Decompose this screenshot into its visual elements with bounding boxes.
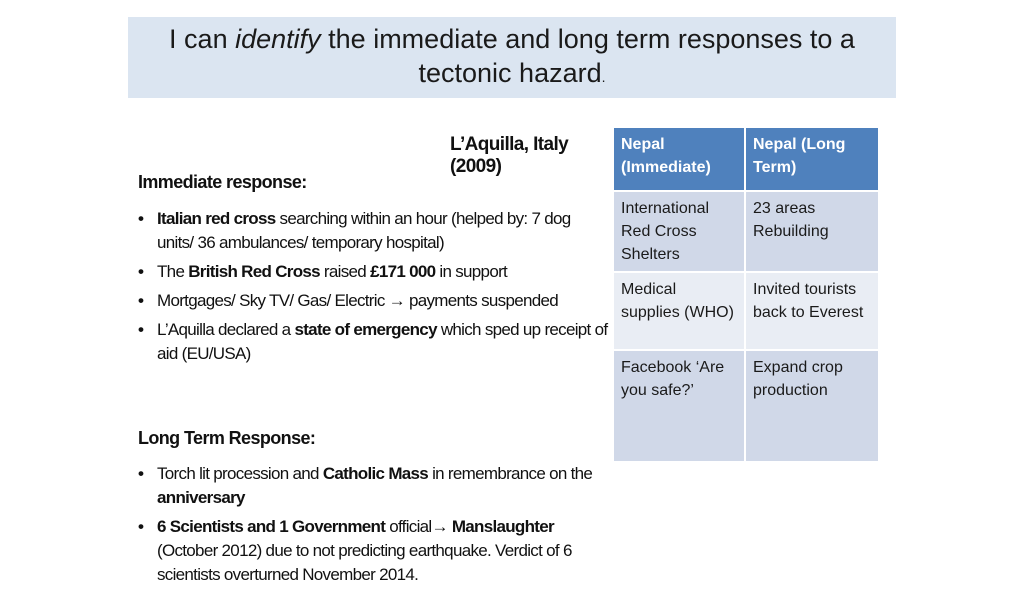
- table-header-row: [613, 127, 879, 191]
- bullet-bold: Manslaughter: [451, 517, 554, 536]
- bullet-bold: British Red Cross: [188, 262, 320, 281]
- case-study-title: L’Aquilla, Italy (2009): [450, 134, 569, 177]
- column-header-long-term: Nepal (Long Term): [745, 127, 879, 191]
- bullet-bold: £171 000: [370, 262, 436, 281]
- list-item: [138, 207, 608, 255]
- list-item: [138, 318, 608, 366]
- title-emphasis: identify: [235, 23, 321, 54]
- bullet-marker: •: [138, 464, 144, 483]
- bullet-text: official→: [385, 517, 452, 536]
- column-header-immediate: Nepal (Immediate): [613, 127, 745, 191]
- list-item: [138, 260, 608, 284]
- table-cell: Medical supplies (WHO): [613, 272, 745, 350]
- bullet-text: searching within an hour (helped by: 7 dog units/ 36 ambulances/ temporary hospital): [157, 209, 571, 252]
- list-item: [138, 515, 608, 587]
- bullet-bold: Italian red cross: [157, 209, 276, 228]
- nepal-response-table: [612, 126, 880, 463]
- bullet-text: in remembrance on the: [428, 464, 593, 483]
- table-cell: Expand crop production: [745, 350, 879, 462]
- bullet-bold: Catholic Mass: [322, 464, 429, 483]
- case-study-panel: [138, 128, 608, 584]
- title-banner: [128, 17, 896, 98]
- list-item: [138, 289, 608, 313]
- list-item: [138, 462, 608, 510]
- table-row: [613, 191, 879, 272]
- bullet-marker: •: [138, 320, 144, 339]
- slide-title: [128, 22, 896, 94]
- bullet-bold: 6 Scientists and 1 Government: [157, 517, 386, 536]
- table-row: [613, 350, 879, 462]
- title-suffix: the immediate and long term responses to a tectonic hazard: [320, 23, 855, 88]
- table-cell: International Red Cross Shelters: [613, 191, 745, 272]
- title-period: .: [601, 68, 606, 85]
- table-row: [613, 272, 879, 350]
- long-term-list: [138, 462, 608, 592]
- bullet-bold: anniversary: [157, 488, 245, 507]
- bullet-text: (October 2012) due to not predicting earthquake. Verdict of 6 scientists overturned November 2014.: [157, 541, 572, 584]
- bullet-marker: •: [138, 291, 144, 310]
- table-cell: Invited tourists back to Everest: [745, 272, 879, 350]
- bullet-text: which sped up receipt of aid (EU/USA): [157, 320, 608, 363]
- bullet-text: The: [157, 262, 189, 281]
- bullet-text: raised: [319, 262, 371, 281]
- bullet-bold: state of emergency: [294, 320, 437, 339]
- table-cell: Facebook ‘Are you safe?’: [613, 350, 745, 462]
- immediate-heading: Immediate response:: [138, 172, 307, 192]
- bullet-marker: •: [138, 517, 144, 536]
- bullet-text: Torch lit procession and: [157, 464, 323, 483]
- bullet-marker: •: [138, 209, 144, 228]
- long-term-heading: Long Term Response:: [138, 428, 316, 448]
- title-prefix: I can: [169, 23, 236, 54]
- bullet-marker: •: [138, 262, 144, 281]
- bullet-text: in support: [435, 262, 508, 281]
- immediate-list: [138, 207, 608, 371]
- bullet-text: Mortgages/ Sky TV/ Gas/ Electric → payments suspended: [157, 291, 558, 310]
- table-cell: 23 areas Rebuilding: [745, 191, 879, 272]
- bullet-text: L’Aquilla declared a: [157, 320, 295, 339]
